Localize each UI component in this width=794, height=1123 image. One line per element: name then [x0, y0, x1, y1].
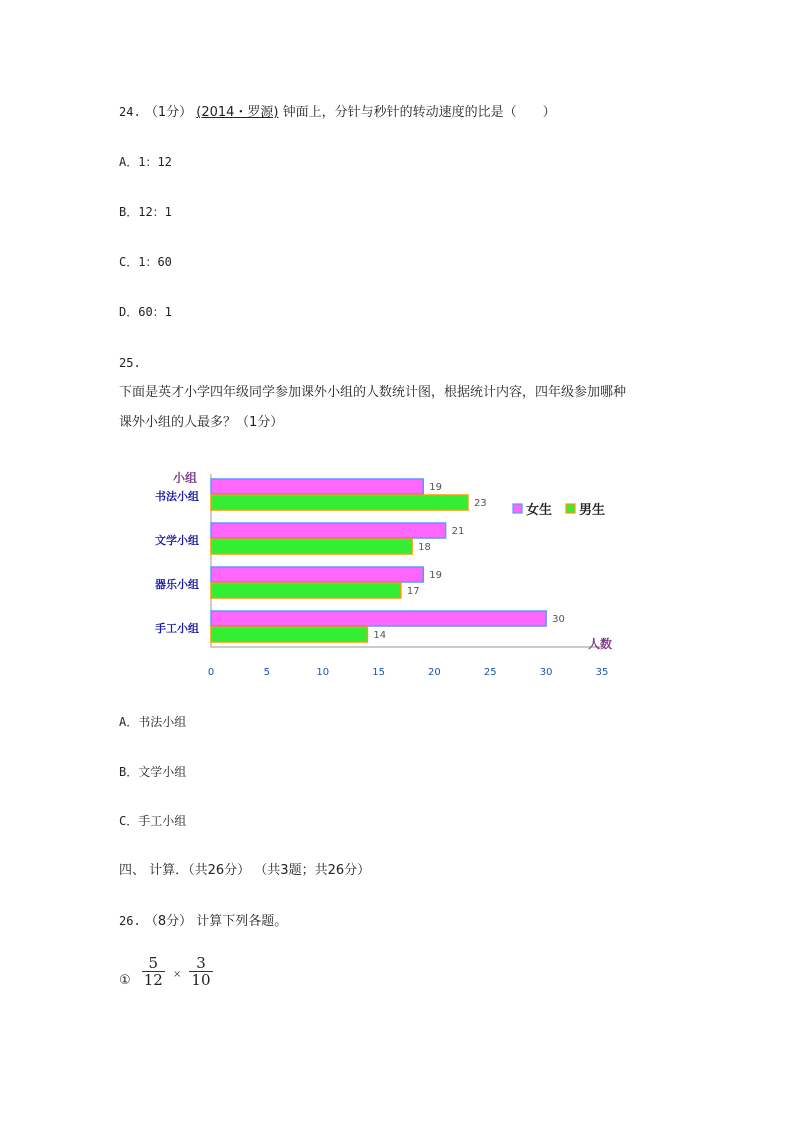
q26-points: （8分） — [144, 914, 193, 929]
data-label: 30 — [552, 614, 565, 625]
q25-stem-line2: 课外小组的人最多？（1分） — [119, 415, 284, 430]
x-tick-label: 25 — [483, 667, 497, 678]
fraction-1-numerator: 5 — [142, 955, 165, 972]
category-label: 书法小组 — [155, 490, 199, 503]
x-tick-label: 20 — [428, 667, 441, 678]
bar-chart-svg — [140, 462, 620, 682]
q25-option-a[interactable]: A．书法小组 — [119, 715, 187, 729]
bar-boys — [211, 539, 412, 554]
q26-stem: 计算下列各题。 — [196, 914, 288, 929]
data-label: 23 — [473, 498, 487, 509]
item-marker: ① — [119, 972, 131, 988]
fraction-2-numerator: 3 — [189, 955, 212, 972]
data-label: 21 — [451, 526, 465, 537]
q24-option-c[interactable]: C．1：60 — [119, 255, 172, 269]
q24-option-a[interactable]: A．1：12 — [119, 155, 172, 169]
q24-option-d[interactable]: D．60：1 — [119, 305, 172, 319]
x-tick-label: 10 — [316, 667, 330, 678]
q24-points: （1分） — [144, 105, 193, 120]
data-label: 19 — [429, 482, 442, 493]
q24-stem: 钟面上，分针与秒针的转动速度的比是（ ） — [282, 105, 556, 120]
q25-option-c[interactable]: C．手工小组 — [119, 814, 187, 828]
y-axis-title: 小组 — [172, 471, 197, 485]
fraction-1-denominator: 12 — [143, 971, 163, 989]
bar-chart — [140, 462, 620, 682]
fraction-1 — [142, 955, 165, 989]
section4-title: 四、 计算．（共26分） （共3题；共26分） — [119, 863, 371, 878]
q26-number: 26. — [119, 914, 141, 928]
category-label: 器乐小组 — [155, 578, 199, 591]
bar-boys — [211, 583, 401, 598]
x-tick-label: 35 — [595, 667, 609, 678]
data-label: 14 — [373, 630, 387, 641]
x-tick-label: 0 — [207, 667, 215, 678]
data-label: 17 — [406, 586, 420, 597]
q24-number: 24. — [119, 105, 141, 119]
bar-boys — [211, 495, 468, 510]
x-tick-label: 30 — [539, 667, 553, 678]
q25-stem-line1: 下面是英才小学四年级同学参加课外小组的人数统计图，根据统计内容，四年级参加哪种 — [119, 385, 627, 400]
q24-stem-line — [119, 103, 556, 122]
q25-option-b[interactable]: B．文学小组 — [119, 765, 187, 779]
bar-boys — [211, 627, 367, 642]
fraction-2-denominator: 10 — [191, 971, 211, 989]
bar-girls — [211, 479, 423, 494]
legend-label: 女生 — [526, 503, 553, 518]
bar-girls — [211, 523, 446, 538]
bar-girls — [211, 611, 546, 626]
legend-label: 男生 — [579, 503, 606, 518]
category-label: 文学小组 — [155, 534, 199, 547]
x-axis-title: 人数 — [587, 637, 612, 651]
q26-stem-line — [119, 912, 287, 931]
category-label: 手工小组 — [155, 622, 199, 635]
fraction-2 — [189, 955, 212, 989]
q25-number: 25. — [119, 356, 141, 370]
bar-girls — [211, 567, 423, 582]
data-label: 19 — [429, 570, 442, 581]
data-label: 18 — [418, 542, 431, 553]
legend-swatch-girls — [513, 504, 522, 513]
times-operator: × — [172, 968, 182, 980]
q26-item1 — [119, 955, 213, 995]
x-tick-label: 5 — [263, 667, 271, 678]
legend-swatch-boys — [566, 504, 575, 513]
q24-source-link[interactable]: (2014・罗源) — [196, 105, 279, 120]
q24-option-b[interactable]: B．12：1 — [119, 205, 172, 219]
x-tick-label: 15 — [372, 667, 385, 678]
